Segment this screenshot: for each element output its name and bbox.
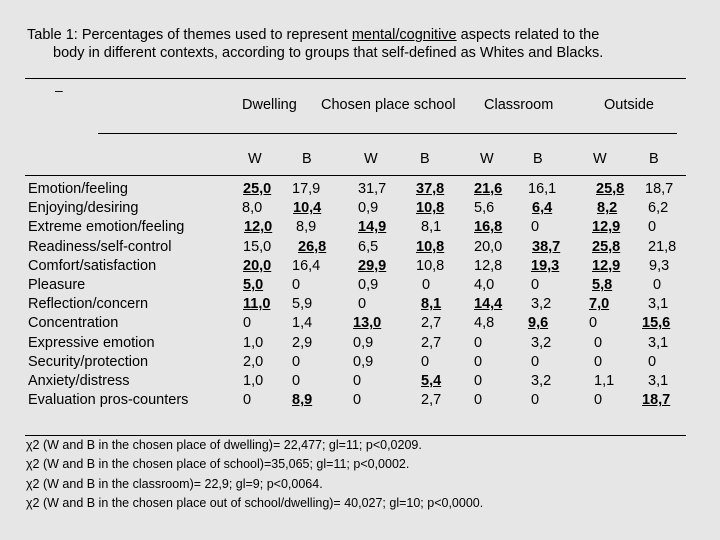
table-cell: 6,4 xyxy=(532,200,553,217)
table-cell: 8,1 xyxy=(421,219,442,236)
table-cell: 16,8 xyxy=(474,219,503,236)
title-line-1-start: Table 1: Percentages of themes used to represent xyxy=(27,27,352,43)
table-cell: 0 xyxy=(474,373,483,389)
table-cell: 0 xyxy=(358,296,367,313)
table-cell: 0 xyxy=(421,353,430,370)
row-label: Expressive emotion xyxy=(28,334,155,351)
table-cell: 0 xyxy=(353,373,362,389)
table-cell: 21,8 xyxy=(648,238,677,255)
table-title xyxy=(27,26,697,62)
table-cell: 0 xyxy=(648,353,657,370)
table-cell: 18,7 xyxy=(642,392,671,409)
row-label: Concentration xyxy=(28,315,119,332)
table-cell: 21,6 xyxy=(474,181,503,197)
table-cell: 14,9 xyxy=(358,219,387,236)
footnote: χ2 (W and B in the chosen place of dwelling)= 22,477; gl=11; p<0,0209. xyxy=(26,438,422,452)
table-cell: 10,8 xyxy=(416,257,445,274)
group-header-w: W xyxy=(480,151,494,167)
table-cell: 9,3 xyxy=(649,257,670,274)
table-cell: 2,9 xyxy=(292,334,313,351)
table-cell: 0,9 xyxy=(353,334,374,351)
table-cell: 20,0 xyxy=(243,257,272,274)
table-cell: 20,0 xyxy=(474,238,503,255)
rule-under-contexts xyxy=(98,133,677,134)
table-cell: 12,9 xyxy=(592,219,621,236)
table-cell: 0 xyxy=(594,353,603,370)
table-cell: 0,9 xyxy=(358,200,379,217)
table-cell: 31,7 xyxy=(358,181,387,197)
table-cell: 0 xyxy=(589,315,598,332)
table-cell: 0 xyxy=(531,219,540,236)
table-cell: 0 xyxy=(243,392,252,409)
title-line-2: body in different contexts, according to groups that self-defined as Whites and Blacks. xyxy=(53,45,604,61)
table-cell: 2,7 xyxy=(421,315,442,332)
table-cell: 0 xyxy=(243,315,252,332)
table-cell: 5,4 xyxy=(421,373,442,389)
table-cell: 5,9 xyxy=(292,296,313,313)
context-header-school: Chosen place school xyxy=(321,97,456,113)
table-cell: 3,1 xyxy=(648,334,669,351)
table-cell: 0 xyxy=(653,277,662,293)
table-cell: 5,0 xyxy=(243,277,264,293)
table-cell: 2,0 xyxy=(243,353,264,370)
table-cell: 0 xyxy=(594,392,603,409)
table-cell: 25,8 xyxy=(592,238,621,255)
table-cell: 5,8 xyxy=(592,277,613,293)
table-cell: 12,8 xyxy=(474,257,503,274)
table-cell: 18,7 xyxy=(645,181,674,197)
footnote: χ2 (W and B in the chosen place of school)=35,065; gl=11; p<0,0002. xyxy=(26,457,410,472)
table-cell: 3,1 xyxy=(648,373,669,389)
footnote: χ2 (W and B in the chosen place out of school/dwelling)= 40,027; gl=10; p<0,0000. xyxy=(26,495,484,510)
row-label: Security/protection xyxy=(28,353,149,370)
table-cell: 8,2 xyxy=(597,200,618,217)
table-cell: 25,0 xyxy=(243,181,272,197)
table-cell: 9,6 xyxy=(528,315,549,332)
table-cell: 5,6 xyxy=(474,200,495,217)
row-label: Pleasure xyxy=(28,277,86,293)
footnotes xyxy=(26,436,483,513)
table-cell: 38,7 xyxy=(532,238,561,255)
context-header-classroom: Classroom xyxy=(484,97,554,113)
row-label: Comfort/satisfaction xyxy=(28,257,157,274)
table-cell: 3,2 xyxy=(531,334,552,351)
table-cell: 37,8 xyxy=(416,181,445,197)
table-cell: 0 xyxy=(292,277,301,293)
table-cell: 0 xyxy=(474,353,483,370)
table-cell: 12,0 xyxy=(244,219,273,236)
group-header-b: B xyxy=(533,151,543,167)
stray-dash: – xyxy=(55,82,63,98)
table-cell: 0 xyxy=(648,219,657,236)
table-cell: 1,0 xyxy=(243,334,264,351)
table-cell: 0 xyxy=(531,277,540,293)
table-cell: 3,2 xyxy=(531,373,552,389)
table-cell: 14,4 xyxy=(474,296,503,313)
table-cell: 29,9 xyxy=(358,257,387,274)
table-cell: 1,4 xyxy=(292,315,313,332)
table-cell: 16,4 xyxy=(292,257,321,274)
table-cell: 10,8 xyxy=(416,238,445,255)
table-cell: 0 xyxy=(594,334,603,351)
row-label: Reflection/concern xyxy=(28,296,149,313)
row-label: Readiness/self-control xyxy=(28,238,172,255)
title-underlined-term: mental/cognitive xyxy=(351,27,457,43)
table-cell: 6,2 xyxy=(648,200,669,217)
table-cell: 0 xyxy=(531,392,540,409)
table-cell: 13,0 xyxy=(353,315,382,332)
group-header-b: B xyxy=(420,151,430,167)
table-cell: 0 xyxy=(292,373,301,389)
table-cell: 11,0 xyxy=(243,296,271,313)
table-cell: 1,1 xyxy=(594,373,615,389)
context-header-dwelling: Dwelling xyxy=(242,97,297,113)
row-label: Enjoying/desiring xyxy=(28,200,139,217)
group-header-b: B xyxy=(649,151,659,167)
table-cell: 7,0 xyxy=(589,296,610,313)
table-cell: 2,7 xyxy=(421,334,442,351)
table-cell: 0 xyxy=(531,353,540,370)
group-header-b: B xyxy=(302,151,312,167)
table-cell: 4,8 xyxy=(474,315,495,332)
table-cell: 2,7 xyxy=(421,392,442,409)
table-cell: 0 xyxy=(422,277,431,293)
group-header-w: W xyxy=(364,151,378,167)
table-cell: 16,1 xyxy=(528,181,557,197)
rule-top xyxy=(25,78,686,79)
footnote: χ2 (W and B in the classroom)= 22,9; gl=9; p<0,0064. xyxy=(26,476,323,491)
group-header-w: W xyxy=(593,151,607,167)
context-header-outside: Outside xyxy=(604,97,654,113)
table-cell: 0 xyxy=(474,392,483,409)
table-cell: 8,9 xyxy=(292,392,313,409)
table-cell: 4,0 xyxy=(474,277,495,293)
table-cell: 0,9 xyxy=(358,277,379,293)
table-cell: 25,8 xyxy=(596,181,625,197)
title-line-1-end: aspects related to the xyxy=(456,27,600,43)
table-cell: 6,5 xyxy=(358,238,379,255)
table-cell: 8,0 xyxy=(242,200,263,217)
table-cell: 17,9 xyxy=(292,181,321,197)
row-label: Extreme emotion/feeling xyxy=(28,219,185,236)
rule-under-groups xyxy=(25,175,686,176)
row-label: Evaluation pros-counters xyxy=(28,392,189,409)
table-cell: 15,6 xyxy=(642,315,671,332)
table-cell: 0 xyxy=(474,334,483,351)
table-cell: 1,0 xyxy=(243,373,264,389)
group-header-w: W xyxy=(248,151,262,167)
table-cell: 15,0 xyxy=(243,238,272,255)
table-cell: 10,8 xyxy=(416,200,445,217)
table-cell: 10,4 xyxy=(293,200,322,217)
table-cell: 0 xyxy=(353,392,362,409)
table-cell: 0,9 xyxy=(353,353,374,370)
table-cell: 0 xyxy=(292,353,301,370)
table-cell: 3,1 xyxy=(648,296,669,313)
table-cell: 8,1 xyxy=(421,296,442,313)
table-cell: 26,8 xyxy=(298,238,327,255)
row-label: Anxiety/distress xyxy=(28,373,130,389)
table-cell: 12,9 xyxy=(592,257,621,274)
table-cell: 19,3 xyxy=(531,257,560,274)
row-label: Emotion/feeling xyxy=(28,181,128,197)
table-cell: 8,9 xyxy=(296,219,317,236)
table-cell: 3,2 xyxy=(531,296,552,313)
